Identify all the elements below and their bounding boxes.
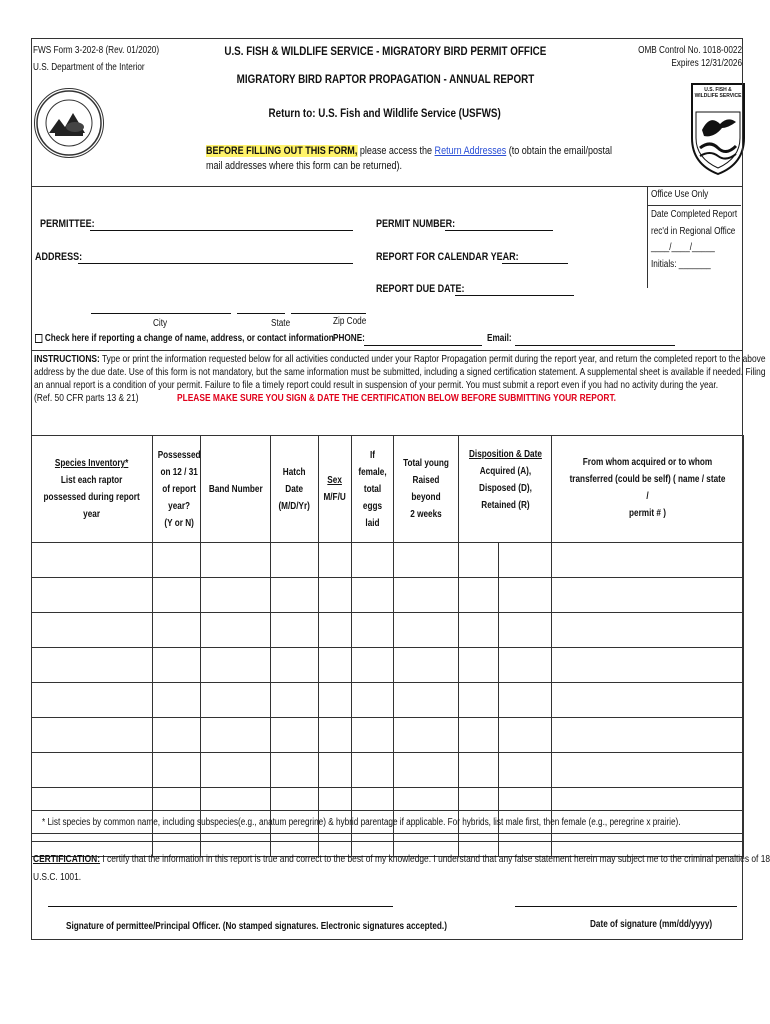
table-cell[interactable]: [352, 718, 394, 753]
report-title: MIGRATORY BIRD RAPTOR PROPAGATION - ANNUAL REPORT: [236, 72, 534, 86]
instructions-text-1: Type or print the information requested below for all activities conducted under your Raptor Propagation permit during the report year, and return the completed report to the above: [99, 353, 766, 365]
table-cell[interactable]: [271, 753, 319, 788]
table-cell[interactable]: [271, 578, 319, 613]
table-cell[interactable]: [394, 683, 459, 718]
table-cell[interactable]: [32, 648, 153, 683]
instructions-line2: address by the due date. Use of this form is not mandatory, but the same information must be submitted, including a signed certification statement. A supplemental sheet is available if needed. Filing: [34, 366, 766, 378]
sex-sub: M/F/U: [323, 492, 347, 503]
hatch-text: Hatch: [283, 466, 306, 478]
table-cell[interactable]: [499, 543, 552, 578]
disposition-text: Acquired (A),: [479, 466, 531, 477]
female-text: total: [363, 483, 382, 495]
address-label: ADDRESS:: [35, 251, 83, 263]
band-text: Band Number: [208, 483, 263, 495]
permit-number-field[interactable]: [445, 230, 553, 231]
table-cell[interactable]: [153, 788, 201, 811]
col-hatch: [271, 436, 319, 543]
city-field[interactable]: [91, 313, 231, 314]
table-cell[interactable]: [499, 613, 552, 648]
table-cell[interactable]: [201, 683, 271, 718]
office-use-line2: rec'd in Regional Office: [651, 226, 736, 237]
table-cell[interactable]: [201, 648, 271, 683]
table-cell[interactable]: [552, 613, 744, 648]
table-cell[interactable]: [201, 578, 271, 613]
species-sub: year: [83, 509, 101, 520]
office-use-line1: Date Completed Report: [651, 209, 738, 220]
table-cell[interactable]: [319, 788, 352, 811]
table-cell[interactable]: [394, 613, 459, 648]
table-cell[interactable]: [201, 613, 271, 648]
table-cell[interactable]: [459, 753, 499, 788]
from-whom-text: From whom acquired or to whom: [582, 457, 713, 468]
table-cell[interactable]: [394, 648, 459, 683]
table-row: [32, 788, 744, 811]
table-cell[interactable]: [153, 613, 201, 648]
calendar-year-label: REPORT FOR CALENDAR YEAR:: [376, 251, 519, 263]
signature-date-field[interactable]: [515, 906, 737, 907]
col-from-whom: [552, 436, 744, 543]
address-field[interactable]: [78, 263, 353, 264]
table-cell[interactable]: [153, 648, 201, 683]
table-cell[interactable]: [459, 683, 499, 718]
possessed-text: of report: [162, 483, 196, 495]
table-cell[interactable]: [271, 788, 319, 811]
certification-text: I certify that the information in this report is true and correct to the best of my knowledge. I understand that any false statement herein may subject me to the criminal penalties of 18: [100, 853, 770, 865]
table-cell[interactable]: [271, 543, 319, 578]
young-text: Total young: [403, 458, 449, 469]
table-cell[interactable]: [319, 613, 352, 648]
table-cell[interactable]: [394, 543, 459, 578]
office-use-box: [647, 186, 741, 288]
instructions-ref: (Ref. 50 CFR parts 13 & 21): [34, 392, 139, 404]
table-row: [32, 543, 744, 578]
table-cell[interactable]: [153, 718, 201, 753]
table-cell[interactable]: [352, 683, 394, 718]
divider: [31, 186, 743, 187]
notice-highlight: BEFORE FILLING OUT THIS FORM,: [206, 145, 358, 157]
hatch-text: Date: [285, 483, 304, 495]
certification-label: CERTIFICATION:: [33, 853, 101, 865]
table-cell[interactable]: [499, 788, 552, 811]
disposition-text: Retained (R): [480, 500, 530, 511]
col-band: [201, 436, 271, 543]
phone-field[interactable]: [364, 345, 482, 346]
col-young: [394, 436, 459, 543]
change-check-row[interactable]: [35, 333, 334, 344]
table-cell[interactable]: [32, 683, 153, 718]
table-cell[interactable]: [153, 683, 201, 718]
from-whom-text: permit # ): [629, 508, 666, 519]
zip-field[interactable]: [291, 313, 366, 314]
state-label: State: [271, 318, 291, 329]
certification-block: [33, 850, 770, 886]
table-cell[interactable]: [394, 578, 459, 613]
notice-text-2: (to obtain the email/postal: [506, 145, 613, 157]
possessed-text: on 12 / 31: [160, 466, 198, 478]
table-header-row: [32, 436, 744, 543]
species-title: Species Inventory*: [55, 458, 129, 469]
table-cell[interactable]: [459, 788, 499, 811]
table-cell[interactable]: [552, 683, 744, 718]
table-cell[interactable]: [499, 683, 552, 718]
instructions-line4: [34, 392, 738, 405]
phone-label: PHONE:: [333, 333, 365, 344]
table-cell[interactable]: [352, 613, 394, 648]
table-row: [32, 578, 744, 613]
signature-label: Signature of permittee/Principal Officer. (No stamped signatures. Electronic signatures accepted.): [66, 921, 447, 932]
young-text: Raised beyond: [411, 475, 441, 503]
table-cell[interactable]: [271, 683, 319, 718]
table-cell[interactable]: [32, 753, 153, 788]
certification-line2: U.S.C. 1001.: [33, 871, 82, 883]
disposition-title: Disposition & Date: [468, 449, 542, 460]
due-date-label: REPORT DUE DATE:: [376, 283, 465, 295]
col-disposition: [459, 436, 552, 543]
table-cell[interactable]: [319, 578, 352, 613]
instructions-line1: [34, 353, 766, 366]
table-cell[interactable]: [352, 578, 394, 613]
notice-line2: mail addresses where this form can be returned).: [206, 160, 403, 172]
table-cell[interactable]: [499, 718, 552, 753]
permit-number-label: PERMIT NUMBER:: [376, 218, 456, 230]
table-cell[interactable]: [271, 648, 319, 683]
female-text: If: [369, 449, 375, 461]
date-label: Date of signature (mm/dd/yyyy): [590, 919, 713, 930]
table-cell[interactable]: [271, 613, 319, 648]
table-cell[interactable]: [319, 718, 352, 753]
table-cell[interactable]: [319, 753, 352, 788]
office-use-initials: Initials: _______: [651, 259, 711, 270]
table-row: [32, 613, 744, 648]
from-whom-text: transferred (could be self) ( name / state /: [569, 474, 726, 502]
state-field[interactable]: [237, 313, 285, 314]
certification-line1: [33, 850, 770, 868]
omb-expires: Expires 12/31/2026: [671, 58, 742, 69]
office-use-divider: [648, 205, 741, 206]
calendar-year-field[interactable]: [502, 263, 568, 264]
table-cell[interactable]: [201, 718, 271, 753]
possessed-text: (Y or N): [164, 517, 194, 529]
table-cell[interactable]: [499, 753, 552, 788]
table-cell[interactable]: [552, 753, 744, 788]
due-date-field[interactable]: [455, 295, 574, 296]
table-cell[interactable]: [32, 788, 153, 811]
instructions-label: INSTRUCTIONS:: [34, 353, 100, 365]
table-cell[interactable]: [201, 753, 271, 788]
possessed-text: year?: [168, 500, 191, 512]
species-sub: possessed during report: [43, 492, 141, 503]
table-cell[interactable]: [459, 578, 499, 613]
young-text: 2 weeks: [410, 509, 442, 520]
table-cell[interactable]: [352, 648, 394, 683]
table-cell[interactable]: [153, 578, 201, 613]
col-possessed: [153, 436, 201, 543]
table-cell[interactable]: [352, 753, 394, 788]
divider: [31, 841, 743, 842]
footnote: * List species by common name, including subspecies(e.g., anatum peregrine) & hybrid parentage if applicable. For hybrids, list male first, then female (e.g., peregrine x prairie).: [42, 817, 681, 828]
table-cell[interactable]: [319, 683, 352, 718]
table-cell[interactable]: [394, 718, 459, 753]
table-cell[interactable]: [32, 613, 153, 648]
permittee-field[interactable]: [90, 230, 353, 231]
inventory-table: [31, 435, 744, 857]
col-species: [32, 436, 153, 543]
table-cell[interactable]: [394, 753, 459, 788]
agency-title: U.S. FISH & WILDLIFE SERVICE - MIGRATORY BIRD PERMIT OFFICE: [223, 44, 547, 58]
return-addresses-link[interactable]: Return Addresses: [434, 145, 507, 157]
table-cell[interactable]: [459, 718, 499, 753]
department-name: U.S. Department of the Interior: [33, 62, 145, 73]
table-row: [32, 683, 744, 718]
female-text: female,: [358, 466, 387, 478]
table-row: [32, 753, 744, 788]
table-cell[interactable]: [552, 543, 744, 578]
table-cell[interactable]: [32, 578, 153, 613]
sex-title: Sex: [327, 475, 343, 486]
instructions-block: [34, 353, 766, 405]
table-cell[interactable]: [552, 578, 744, 613]
email-field[interactable]: [515, 345, 675, 346]
table-cell[interactable]: [552, 718, 744, 753]
col-eggs: [352, 436, 394, 543]
hatch-text: (M/D/Yr): [278, 500, 311, 512]
disposition-text: Disposed (D),: [478, 483, 532, 494]
table-cell[interactable]: [459, 543, 499, 578]
notice-text: please access the: [357, 145, 435, 157]
signature-field[interactable]: [48, 906, 393, 907]
table-cell[interactable]: [459, 648, 499, 683]
species-sub: List each raptor: [61, 475, 123, 486]
city-label: City: [153, 318, 168, 329]
table-cell[interactable]: [201, 788, 271, 811]
table-cell[interactable]: [319, 648, 352, 683]
female-text: eggs laid: [362, 500, 383, 529]
table-cell[interactable]: [32, 718, 153, 753]
omb-control: OMB Control No. 1018-0022: [638, 45, 742, 56]
table-cell[interactable]: [271, 718, 319, 753]
sign-warning: PLEASE MAKE SURE YOU SIGN & DATE THE CERTIFICATION BELOW BEFORE SUBMITTING YOUR REPORT.: [176, 392, 616, 404]
table-row: [32, 648, 744, 683]
permittee-label: PERMITTEE:: [40, 218, 95, 230]
table-cell[interactable]: [201, 543, 271, 578]
table-cell[interactable]: [552, 788, 744, 811]
table-cell[interactable]: [319, 543, 352, 578]
change-check-label: Check here if reporting a change of name, address, or contact information: [44, 333, 334, 344]
table-cell[interactable]: [352, 788, 394, 811]
logo-text: U.S. FISH & WILDLIFE SERVICE: [694, 87, 742, 99]
email-label: Email:: [487, 333, 512, 344]
table-row: [32, 718, 744, 753]
table-cell[interactable]: [459, 613, 499, 648]
office-use-date: ____/____/_____: [651, 242, 715, 253]
possessed-text: Possessed: [157, 449, 201, 461]
table-cell[interactable]: [552, 648, 744, 683]
table-cell[interactable]: [153, 753, 201, 788]
instructions-line3: an annual report is a condition of your permit. Failure to file a timely report could result in suspension of your permit. You must submit a report even if you had no activity during the year.: [34, 379, 719, 391]
table-cell[interactable]: [32, 543, 153, 578]
form-number: FWS Form 3-202-8 (Rev. 01/2020): [33, 45, 160, 56]
divider: [31, 350, 743, 351]
table-cell[interactable]: [499, 648, 552, 683]
table-cell[interactable]: [352, 543, 394, 578]
change-checkbox[interactable]: [35, 334, 42, 343]
zip-label: Zip Code: [333, 316, 367, 327]
col-sex: [319, 436, 352, 543]
return-to: Return to: U.S. Fish and Wildlife Service (USFWS): [268, 106, 502, 120]
table-cell[interactable]: [153, 543, 201, 578]
table-cell[interactable]: [394, 788, 459, 811]
office-use-title: Office Use Only: [651, 189, 709, 200]
table-cell[interactable]: [499, 578, 552, 613]
